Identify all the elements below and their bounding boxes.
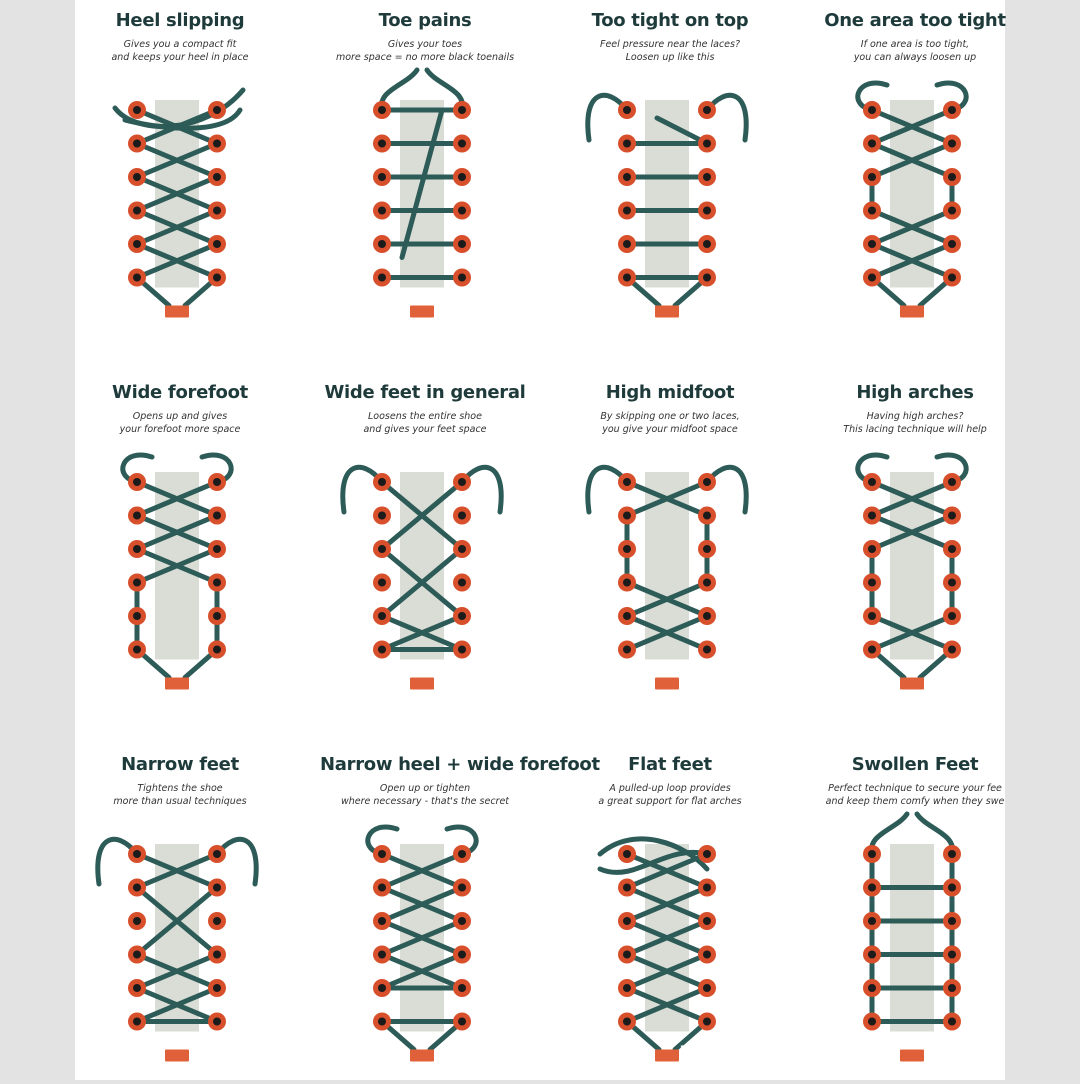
panel-description: Open up or tighten where necessary - that's the secret [340, 783, 510, 807]
eyelet-hole [703, 850, 711, 858]
lace-tip [900, 306, 924, 318]
eyelet-hole [213, 106, 221, 114]
eyelet-hole [703, 579, 711, 587]
eyelet-hole [623, 646, 631, 654]
eyelet-hole [458, 207, 466, 215]
lace-end-left [588, 95, 627, 140]
eyelet-hole [623, 884, 631, 892]
lacing-diagram [320, 0, 530, 340]
eyelet-hole [623, 951, 631, 959]
panel-title: One area too tight [824, 10, 1006, 31]
eyelet-hole [378, 917, 386, 925]
eyelet-hole [948, 579, 956, 587]
lace-end-right [707, 467, 746, 512]
eyelet-hole [133, 240, 141, 248]
panel-title: Flat feet [628, 754, 712, 775]
eyelet-hole [133, 478, 141, 486]
eyelet-hole [948, 917, 956, 925]
eyelet-hole [623, 478, 631, 486]
eyelet-hole [868, 646, 876, 654]
eyelet-hole [623, 173, 631, 181]
panel-title: Swollen Feet [851, 754, 979, 775]
lacing-diagram [810, 372, 1020, 712]
eyelet-hole [213, 512, 221, 520]
eyelet-hole [948, 240, 956, 248]
eyelet-hole [458, 545, 466, 553]
lace-tip [410, 678, 434, 690]
lacing-diagram [565, 0, 775, 340]
panel-title: Narrow feet [121, 754, 239, 775]
eyelet-hole [458, 512, 466, 520]
lacing-diagram [320, 372, 530, 712]
eyelet-hole [623, 984, 631, 992]
eyelet-hole [458, 884, 466, 892]
eyelet-hole [213, 274, 221, 282]
panel-title: High midfoot [605, 382, 735, 403]
eyelet-hole [868, 512, 876, 520]
eyelet-hole [213, 951, 221, 959]
eyelet-hole [133, 646, 141, 654]
eyelet-hole [868, 884, 876, 892]
eyelet-hole [948, 951, 956, 959]
infographic-sheet [75, 0, 1005, 1080]
eyelet-hole [948, 1018, 956, 1026]
eyelet-hole [378, 850, 386, 858]
eyelet-hole [213, 884, 221, 892]
eyelet-hole [133, 545, 141, 553]
eyelet-hole [458, 612, 466, 620]
eyelet-hole [378, 545, 386, 553]
eyelet-hole [133, 140, 141, 148]
panel-description: Having high arches? This lacing technique will help [843, 411, 987, 435]
panel-description: Gives your toes more space = no more black toenails [335, 39, 515, 63]
eyelet-hole [458, 106, 466, 114]
eyelet-hole [458, 579, 466, 587]
eyelet-hole [213, 1018, 221, 1026]
eyelet-hole [213, 984, 221, 992]
lace-tip [165, 1050, 189, 1062]
eyelet-hole [213, 579, 221, 587]
lacing-panel [75, 0, 285, 340]
eyelet-hole [948, 140, 956, 148]
eyelet-hole [703, 951, 711, 959]
eyelet-hole [378, 579, 386, 587]
eyelet-hole [378, 240, 386, 248]
lace-end-left [343, 467, 382, 512]
lacing-diagram [75, 372, 285, 712]
panel-description: Gives you a compact fit and keeps your heel in place [111, 39, 249, 63]
eyelet-hole [213, 173, 221, 181]
panel-description: Opens up and gives your forefoot more space [119, 411, 241, 435]
eyelet-hole [213, 612, 221, 620]
eyelet-hole [948, 478, 956, 486]
eyelet-hole [948, 884, 956, 892]
eyelet-hole [458, 917, 466, 925]
eyelet-hole [868, 545, 876, 553]
eyelet-hole [623, 579, 631, 587]
eyelet-hole [868, 478, 876, 486]
lace-tip [900, 678, 924, 690]
shoe-tongue [890, 844, 934, 1032]
eyelet-hole [213, 207, 221, 215]
eyelet-hole [378, 274, 386, 282]
eyelet-hole [623, 240, 631, 248]
eyelet-hole [948, 106, 956, 114]
eyelet-hole [133, 884, 141, 892]
eyelet-hole [868, 984, 876, 992]
eyelet-hole [213, 545, 221, 553]
panel-title: Toe pains [378, 10, 472, 31]
eyelet-hole [378, 612, 386, 620]
eyelet-hole [868, 612, 876, 620]
eyelet-hole [133, 106, 141, 114]
eyelet-hole [458, 646, 466, 654]
eyelet-hole [703, 884, 711, 892]
eyelet-hole [133, 274, 141, 282]
eyelet-hole [133, 1018, 141, 1026]
eyelet-hole [703, 612, 711, 620]
eyelet-hole [703, 140, 711, 148]
eyelet-hole [868, 207, 876, 215]
eyelet-hole [703, 512, 711, 520]
lace-tip [655, 306, 679, 318]
eyelet-hole [133, 984, 141, 992]
panel-description: A pulled-up loop provides a great support for flat arches [598, 783, 742, 807]
eyelet-hole [378, 951, 386, 959]
eyelet-hole [703, 478, 711, 486]
panel-title: Narrow heel + wide forefoot [320, 754, 600, 775]
panel-title: Heel slipping [115, 10, 245, 31]
lacing-panel [810, 372, 1020, 712]
eyelet-hole [703, 207, 711, 215]
eyelet-hole [378, 884, 386, 892]
eyelet-hole [623, 274, 631, 282]
panel-description: By skipping one or two laces, you give your midfoot space [600, 411, 740, 435]
eyelet-hole [623, 1018, 631, 1026]
eyelet-hole [458, 240, 466, 248]
eyelet-hole [703, 545, 711, 553]
eyelet-hole [133, 173, 141, 181]
eyelet-hole [623, 207, 631, 215]
eyelet-hole [133, 850, 141, 858]
panel-title: High arches [856, 382, 974, 403]
eyelet-hole [868, 106, 876, 114]
eyelet-hole [948, 545, 956, 553]
eyelet-hole [458, 850, 466, 858]
lace-end-left [588, 467, 627, 512]
eyelet-hole [133, 612, 141, 620]
lacing-diagram [565, 372, 775, 712]
eyelet-hole [948, 612, 956, 620]
eyelet-hole [213, 917, 221, 925]
lacing-panel [810, 0, 1020, 340]
eyelet-hole [948, 274, 956, 282]
panel-description: Tightens the shoe more than usual techniques [113, 783, 247, 807]
eyelet-hole [868, 951, 876, 959]
eyelet-hole [948, 512, 956, 520]
panel-title: Wide forefoot [112, 382, 248, 403]
lacing-panel [565, 372, 775, 712]
panel-description: Feel pressure near the laces? Loosen up like this [599, 39, 741, 63]
eyelet-hole [458, 478, 466, 486]
eyelet-hole [868, 140, 876, 148]
eyelet-hole [378, 478, 386, 486]
lace-tip [410, 1050, 434, 1062]
eyelet-hole [623, 140, 631, 148]
panel-title: Too tight on top [591, 10, 749, 31]
eyelet-hole [133, 917, 141, 925]
eyelet-hole [868, 274, 876, 282]
lacing-panel [320, 0, 530, 340]
eyelet-hole [868, 1018, 876, 1026]
lacing-diagram [320, 744, 600, 1084]
panel-description: Perfect technique to secure your fee and keep them comfy when they swe [825, 783, 1005, 807]
eyelet-hole [623, 850, 631, 858]
lacing-diagram [810, 0, 1020, 340]
lacing-panel [75, 372, 285, 712]
shoe-tongue [645, 100, 689, 288]
eyelet-hole [948, 207, 956, 215]
eyelet-hole [948, 173, 956, 181]
eyelet-hole [458, 173, 466, 181]
eyelet-hole [623, 545, 631, 553]
eyelet-hole [703, 646, 711, 654]
panel-title: Wide feet in general [324, 382, 526, 403]
lacing-panel [320, 372, 530, 712]
eyelet-hole [133, 579, 141, 587]
eyelet-hole [623, 512, 631, 520]
eyelet-hole [623, 917, 631, 925]
lace-end-right [217, 839, 256, 884]
lacing-panel [320, 744, 600, 1084]
eyelet-hole [213, 240, 221, 248]
watermark: r . ho om [678, 1033, 841, 1071]
eyelet-hole [703, 917, 711, 925]
eyelet-hole [948, 646, 956, 654]
eyelet-hole [703, 173, 711, 181]
eyelet-hole [378, 1018, 386, 1026]
eyelet-hole [458, 1018, 466, 1026]
eyelet-hole [868, 173, 876, 181]
eyelet-hole [378, 106, 386, 114]
eyelet-hole [703, 240, 711, 248]
eyelet-hole [703, 1018, 711, 1026]
eyelet-hole [458, 984, 466, 992]
eyelet-hole [378, 140, 386, 148]
eyelet-hole [213, 850, 221, 858]
lace-end-right [707, 95, 746, 140]
eyelet-hole [703, 984, 711, 992]
eyelet-hole [703, 106, 711, 114]
eyelet-hole [623, 612, 631, 620]
eyelet-hole [868, 850, 876, 858]
eyelet-hole [458, 951, 466, 959]
eyelet-hole [133, 951, 141, 959]
lacing-diagram [75, 0, 285, 340]
eyelet-hole [623, 106, 631, 114]
eyelet-hole [213, 478, 221, 486]
eyelet-hole [458, 274, 466, 282]
eyelet-hole [458, 140, 466, 148]
lace-end-right [462, 467, 501, 512]
eyelet-hole [378, 207, 386, 215]
eyelet-hole [868, 579, 876, 587]
eyelet-hole [133, 512, 141, 520]
eyelet-hole [213, 646, 221, 654]
eyelet-hole [948, 984, 956, 992]
lace-tip [165, 306, 189, 318]
lace-tip [655, 1050, 679, 1062]
panel-description: If one area is too tight, you can always loosen up [853, 39, 977, 63]
eyelet-hole [868, 917, 876, 925]
panel-description: Loosens the entire shoe and gives your feet space [363, 411, 487, 435]
eyelet-hole [378, 984, 386, 992]
eyelet-hole [703, 274, 711, 282]
lace-tip [655, 678, 679, 690]
lacing-diagram [75, 744, 285, 1084]
eyelet-hole [868, 240, 876, 248]
eyelet-hole [948, 850, 956, 858]
eyelet-hole [133, 207, 141, 215]
lacing-panel [565, 0, 775, 340]
eyelet-hole [378, 646, 386, 654]
eyelet-hole [378, 512, 386, 520]
lace-end-left [98, 839, 137, 884]
lace-tip [165, 678, 189, 690]
lace-tip [410, 306, 434, 318]
eyelet-hole [213, 140, 221, 148]
lacing-panel [75, 744, 285, 1084]
eyelet-hole [378, 173, 386, 181]
